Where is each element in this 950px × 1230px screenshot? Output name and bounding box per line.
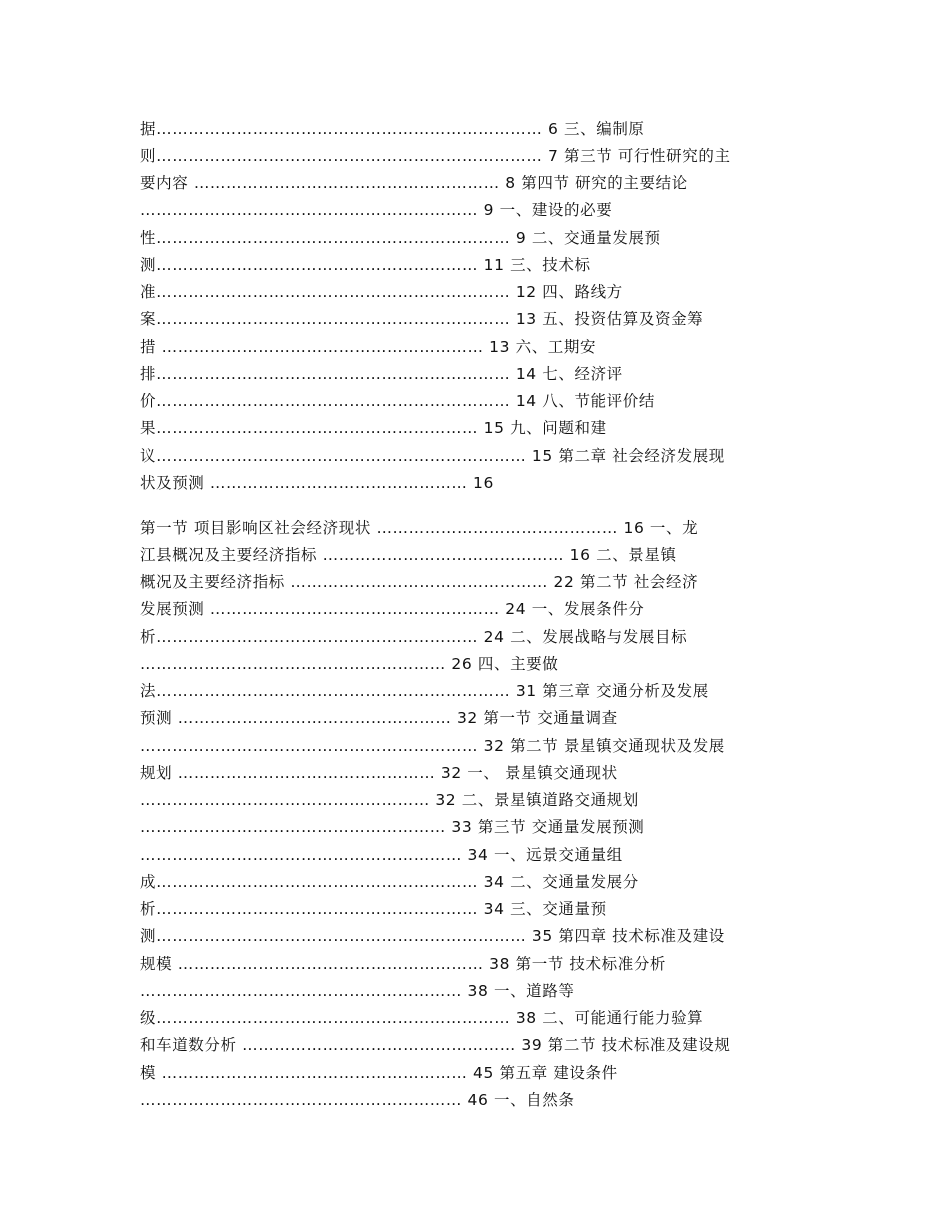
toc-line: 案………………………………………………………… 13 五、投资估算及资金筹 (140, 310, 704, 328)
toc-line: 要内容 ………………………………………………… 8 第四节 研究的主要结论 (140, 174, 688, 192)
toc-line: 江县概况及主要经济指标 ……………………………………… 16 二、景星镇 (140, 546, 677, 564)
toc-line: 据……………………………………………………………… 6 三、编制原 (140, 120, 645, 138)
toc-line: ……………………………………………… 32 二、景星镇道路交通规划 (140, 791, 639, 809)
toc-line: 措 …………………………………………………… 13 六、工期安 (140, 338, 597, 356)
toc-line: 发展预测 ……………………………………………… 24 一、发展条件分 (140, 600, 645, 618)
toc-line: 析…………………………………………………… 34 三、交通量预 (140, 900, 607, 918)
toc-line: ………………………………………………… 26 四、主要做 (140, 655, 559, 673)
toc-line: 规模 ………………………………………………… 38 第一节 技术标准分析 (140, 955, 667, 973)
toc-line: 级………………………………………………………… 38 二、可能通行能力验算 (140, 1009, 704, 1027)
toc-line: 规划 ………………………………………… 32 一、 景星镇交通现状 (140, 764, 618, 782)
toc-line: 性………………………………………………………… 9 二、交通量发展预 (140, 229, 661, 247)
toc-line: ……………………………………………………… 9 一、建设的必要 (140, 201, 613, 219)
toc-line: 议…………………………………………………………… 15 第二章 社会经济发展现 (140, 447, 725, 465)
toc-line: ……………………………………………………… 32 第二节 景星镇交通现状及发展 (140, 737, 725, 755)
toc-line: 概况及主要经济指标 ………………………………………… 22 第二节 社会经济 (140, 573, 699, 591)
toc-line: 排………………………………………………………… 14 七、经济评 (140, 365, 623, 383)
toc-line: …………………………………………………… 46 一、自然条 (140, 1091, 575, 1109)
toc-line: 法………………………………………………………… 31 第三章 交通分析及发展 (140, 682, 709, 700)
toc-line: 状及预测 ………………………………………… 16 (140, 474, 494, 492)
toc-line: 预测 …………………………………………… 32 第一节 交通量调查 (140, 709, 618, 727)
toc-line: 果…………………………………………………… 15 九、问题和建 (140, 419, 607, 437)
toc-line: …………………………………………………… 38 一、道路等 (140, 982, 575, 1000)
toc-line: 测…………………………………………………… 11 三、技术标 (140, 256, 591, 274)
toc-line: 模 ………………………………………………… 45 第五章 建设条件 (140, 1064, 618, 1082)
toc-line: 析…………………………………………………… 24 二、发展战略与发展目标 (140, 628, 688, 646)
toc-line: 则……………………………………………………………… 7 第三节 可行性研究的主 (140, 147, 731, 165)
toc-line: 价………………………………………………………… 14 八、节能评价结 (140, 392, 655, 410)
toc-line: 和车道数分析 …………………………………………… 39 第二节 技术标准及建设规 (140, 1036, 731, 1054)
toc-line: ………………………………………………… 33 第三节 交通量发展预测 (140, 818, 645, 836)
toc-line: 准………………………………………………………… 12 四、路线方 (140, 283, 623, 301)
toc-line: 成…………………………………………………… 34 二、交通量发展分 (140, 873, 639, 891)
toc-line: 第一节 项目影响区社会经济现状 ……………………………………… 16 一、龙 (140, 519, 699, 537)
toc-line: 测…………………………………………………………… 35 第四章 技术标准及建设 (140, 927, 725, 945)
toc-line: …………………………………………………… 34 一、远景交通量组 (140, 846, 623, 864)
